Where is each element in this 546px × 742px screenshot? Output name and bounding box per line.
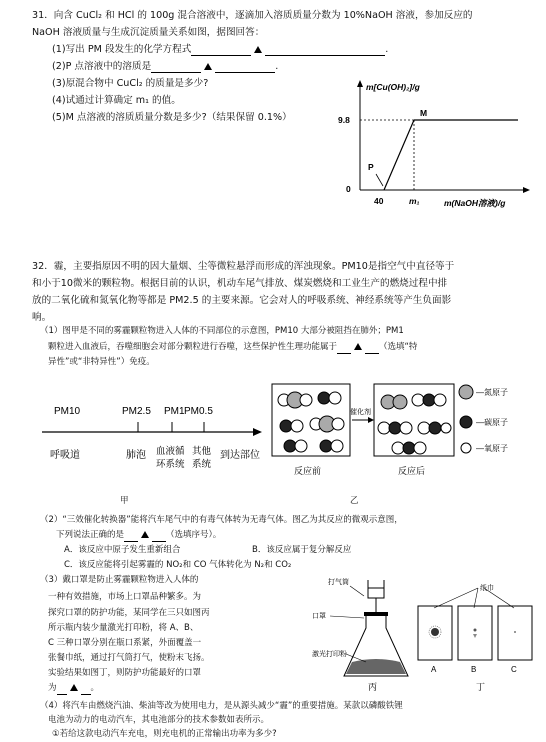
toner-powder bbox=[346, 659, 406, 674]
label-destination: 到达部位 bbox=[220, 450, 260, 461]
label-mask: 口罩 bbox=[312, 613, 326, 620]
catalyst-label: 催化剂 bbox=[350, 409, 371, 416]
q32-para4: 响。 bbox=[32, 312, 52, 323]
q31-graph bbox=[336, 78, 536, 218]
figure-bing bbox=[308, 576, 418, 694]
p-arrow bbox=[376, 174, 383, 186]
label-c: C bbox=[511, 665, 517, 674]
answer-blank[interactable] bbox=[81, 684, 91, 695]
q32-sub3-line6: 张餐巾纸，通过打气筒打气，使粉末飞扬。 bbox=[48, 653, 210, 663]
label-pm05: PM0.5 bbox=[184, 406, 213, 417]
label-pm25: PM2.5 bbox=[122, 406, 151, 417]
q32-sub1-line1: （1）图甲是不同的雾霾颗粒物进入人体的不同部位的示意图，PM10 大部分被阻挡在肺外；PM1 bbox=[40, 326, 404, 336]
q31-line1: 31．向含 CuCl₂ 和 HCl 的 100g 混合溶液中，逐滴加入溶质质量分数为 10%NaOH 溶液，参加反应的 bbox=[32, 10, 473, 21]
x-tick-m1: m₁ bbox=[409, 196, 420, 206]
label-other-2: 系统 bbox=[192, 459, 212, 470]
caption-yi: 乙 bbox=[350, 496, 359, 506]
q32-sub3-line4: 所示瓶内装少量激光打印粉，将 A、B、 bbox=[48, 623, 199, 633]
reaction-arrowhead bbox=[368, 417, 374, 423]
q32-sub3-line3: 探究口罩的防护功能，某同学在三只如图丙 bbox=[48, 608, 210, 618]
option-c: C．该反应能将引起雾霾的 NO₂和 CO 气体转化为 N₂和 CO₂ bbox=[64, 560, 292, 570]
option-a: A．该反应中原子发生重新组合 bbox=[64, 545, 181, 555]
q32-para3: 放的二氧化硫和氮氧化物等都是 PM2.5 的主要来源。它会对人的呼吸系统、神经系统等产生负面影 bbox=[32, 295, 452, 306]
label-tissue: 纸巾 bbox=[480, 585, 494, 592]
legend-carbon-icon bbox=[460, 416, 472, 428]
triangle-icon bbox=[254, 46, 262, 53]
label-pm10: PM10 bbox=[54, 406, 81, 417]
q32-sub1-text: 颗粒进入血液后，吞噬细胞会对部分颗粒进行吞噬，这些保护性生理功能属于 bbox=[48, 342, 338, 352]
q31-sub4: (4)试通过计算确定 m₁ 的值。 bbox=[52, 95, 181, 106]
q32-sub2-line2 bbox=[56, 529, 221, 542]
q32-sub1-line3: 异性”或“非特异性”）免疫。 bbox=[48, 357, 155, 367]
label-after: 反应后 bbox=[398, 466, 426, 476]
q31-sub1: (1)写出 PM 段发生的化学方程式 . bbox=[52, 44, 389, 55]
label-a: A bbox=[431, 665, 437, 674]
label-b: B bbox=[471, 665, 477, 674]
triangle-icon bbox=[70, 684, 78, 691]
stain-a bbox=[431, 628, 439, 636]
q32-sub4-line1: （4）将汽车由燃烧汽油、柴油等改为使用电力，是从源头减少“霾”的重要措施。某款以磷酸铁锂 bbox=[40, 701, 403, 711]
q32-sub3-line8: 为 。 bbox=[48, 683, 100, 693]
q32-sub4-line3: ①若给这款电动汽车充电，则充电机的正常输出功率为多少? bbox=[52, 729, 277, 739]
triangle-icon bbox=[204, 63, 212, 70]
q32-sub3-line5: C 三种口罩分别在瓶口系紧，外面覆盖一 bbox=[48, 638, 202, 648]
q31-sub2: (2)P 点溶液中的溶质是 . bbox=[52, 61, 279, 72]
y-axis-arrow bbox=[357, 80, 363, 87]
q31-sub2-text: (2)P 点溶液中的溶质是 bbox=[52, 61, 152, 72]
origin-label: 0 bbox=[346, 184, 351, 194]
plot-segment-pm bbox=[384, 120, 414, 190]
legend-oxygen: —氧原子 bbox=[476, 444, 508, 453]
label-pump: 打气筒 bbox=[328, 579, 349, 586]
legend-nitrogen-icon bbox=[459, 385, 473, 399]
answer-blank[interactable] bbox=[365, 343, 379, 354]
stain-b bbox=[474, 629, 477, 632]
answer-blank[interactable] bbox=[337, 343, 351, 354]
label-blood-2: 环系统 bbox=[156, 459, 185, 470]
stain-c bbox=[514, 631, 516, 633]
q31-sub5: (5)M 点溶液的溶质质量分数是多少?（结果保留 0.1%） bbox=[52, 112, 292, 123]
q32-para2: 和小于10微米的颗粒物。根据目前的认识，机动车尾气排放、煤炭燃烧和工业生产的燃烧过程中排 bbox=[32, 278, 448, 289]
q32-sub3-line1: （3）戴口罩是防止雾霾颗粒物进入人体的 bbox=[40, 575, 199, 585]
q32-sub2-line1: （2）“三效催化转换器”能将汽车尾气中的有毒气体转为无毒气体。图乙为其反应的微观示意图， bbox=[40, 515, 403, 525]
caption-ding: 丁 bbox=[476, 682, 486, 692]
figure-ding bbox=[414, 576, 538, 694]
y-tick-98: 9.8 bbox=[338, 115, 350, 125]
q32-sub1-line2 bbox=[48, 341, 417, 354]
answer-blank[interactable] bbox=[151, 62, 201, 73]
q31-line2: NaOH 溶液质量与生成沉淀质量关系如图，据图回答： bbox=[32, 27, 265, 38]
triangle-icon bbox=[354, 343, 362, 350]
legend-carbon: —碳原子 bbox=[476, 418, 508, 427]
q32-sub1-end: （选填“特 bbox=[379, 342, 418, 352]
q32-sub3-text: 为 bbox=[48, 683, 57, 693]
q31-sub3: (3)原混合物中 CuCl₂ 的质量是多少? bbox=[52, 78, 209, 89]
label-other-1: 其他 bbox=[192, 446, 212, 457]
point-p-label: P bbox=[368, 162, 374, 172]
label-blood-1: 血液循 bbox=[156, 446, 185, 457]
q32-sub3-line2: 一种有效措施，市场上口罩品种繁多。为 bbox=[48, 592, 202, 602]
label-before: 反应前 bbox=[294, 466, 322, 476]
answer-blank[interactable] bbox=[124, 531, 138, 542]
answer-blank[interactable] bbox=[57, 684, 67, 695]
option-b: B．该反应属于复分解反应 bbox=[252, 545, 352, 555]
figure-jia bbox=[34, 392, 264, 482]
triangle-icon bbox=[141, 531, 149, 538]
q32-sub2-text: 下列说法正确的是 bbox=[56, 530, 125, 540]
fig-jia-arrowhead bbox=[253, 428, 262, 436]
label-pm1: PM1 bbox=[164, 406, 185, 417]
label-respiratory: 呼吸道 bbox=[50, 450, 80, 461]
point-m-label: M bbox=[420, 108, 428, 118]
q32-para1: 32．霾，主要指原因不明的因大量烟、尘等微粒悬浮而形成的浑浊现象。PM10是指空气中直径等于 bbox=[32, 261, 455, 272]
figure-yi bbox=[270, 378, 520, 488]
x-tick-40: 40 bbox=[374, 196, 384, 206]
legend-oxygen-icon bbox=[461, 443, 471, 453]
x-axis-arrow bbox=[523, 187, 530, 193]
q31-sub1-text: (1)写出 PM 段发生的化学方程式 bbox=[52, 44, 192, 55]
answer-blank[interactable] bbox=[191, 45, 251, 56]
molecules-after bbox=[378, 394, 451, 454]
caption-jia: 甲 bbox=[120, 496, 129, 506]
x-axis-label: m(NaOH溶液)/g bbox=[444, 198, 506, 208]
answer-blank[interactable] bbox=[152, 531, 166, 542]
label-alveoli: 肺泡 bbox=[126, 450, 146, 461]
tissue-b bbox=[458, 606, 492, 660]
molecules-before bbox=[278, 392, 344, 452]
pump-icon bbox=[368, 588, 384, 598]
q32-sub4-line2: 电池为动力的电动汽车，其电池部分的技术参数如表所示。 bbox=[48, 715, 270, 725]
answer-blank[interactable] bbox=[215, 62, 275, 73]
label-powder: 激光打印粉 bbox=[312, 651, 347, 658]
answer-blank[interactable] bbox=[265, 45, 385, 56]
q32-sub2-end: （选填序号）。 bbox=[166, 530, 222, 540]
q32-sub3-line7: 实验结果如图丁，则防护功能最好的口罩 bbox=[48, 668, 202, 678]
y-axis-label: m[Cu(OH)₂]/g bbox=[366, 82, 420, 92]
legend-nitrogen: —氮原子 bbox=[476, 388, 508, 397]
caption-bing: 丙 bbox=[368, 682, 378, 692]
